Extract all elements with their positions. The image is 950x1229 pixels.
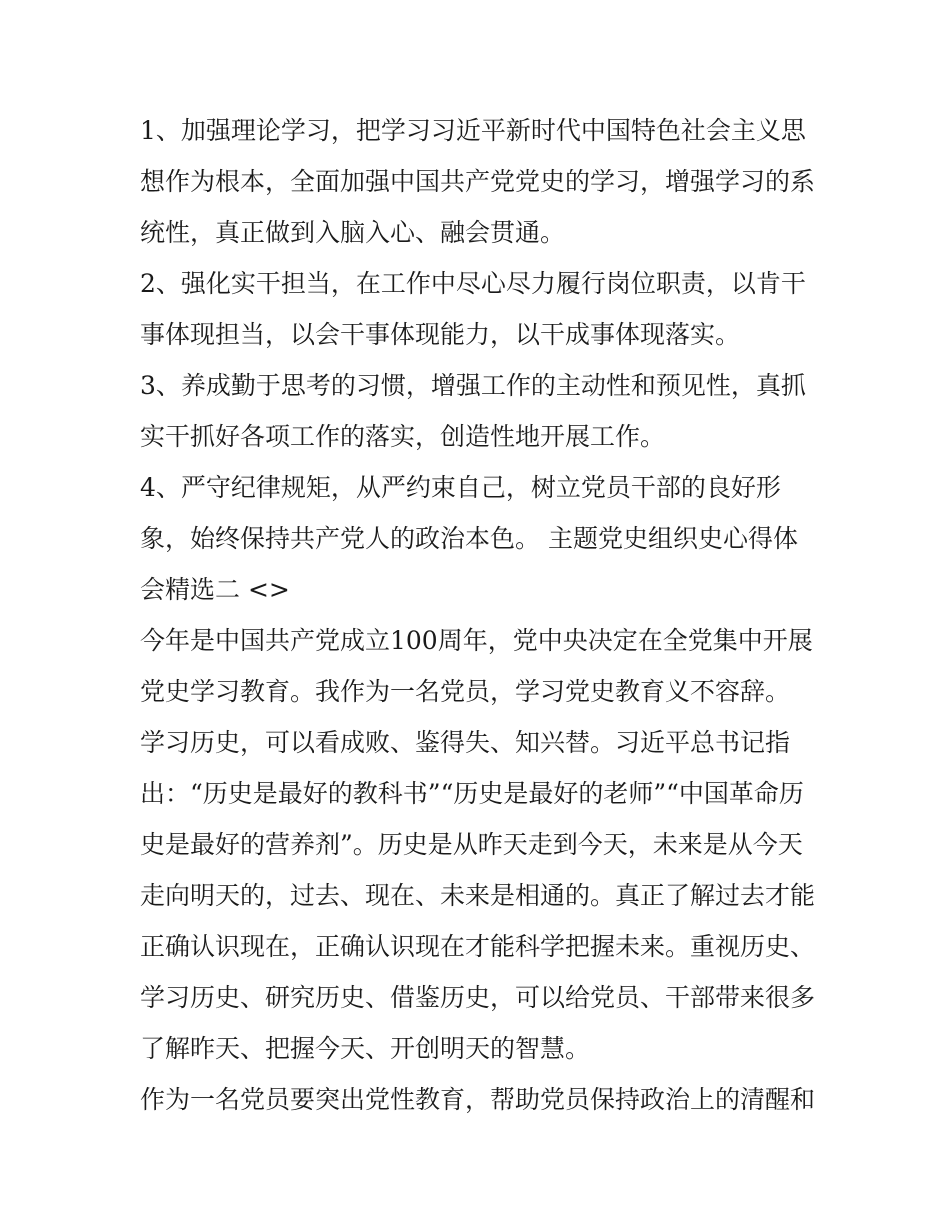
text-line: 今年是中国共产党成立100周年，党中央决定在全党集中开展 [140, 626, 813, 655]
paragraph-intro [140, 615, 820, 1074]
text-line: 走向明天的，过去、现在、未来是相通的。真正了解过去才能 [140, 881, 816, 910]
text-line: 想作为根本，全面加强中国共产党党史的学习，增强学习的系 [140, 167, 816, 196]
document-body [140, 105, 820, 1125]
text-line: 正确认识现在，正确认识现在才能科学把握未来。重视历史、 [140, 932, 816, 961]
text-line: 出：“历史是最好的教科书”“历史是最好的老师”“中国革命历 [140, 779, 804, 808]
text-line: 史是最好的营养剂”。历史是从昨天走到今天，未来是从今天 [140, 830, 803, 859]
text-line: 实干抓好各项工作的落实，创造性地开展工作。 [140, 422, 666, 451]
text-line: 了解昨天、把握今天、开创明天的智慧。 [140, 1034, 591, 1063]
paragraph-item-3 [140, 360, 820, 462]
paragraph-party-spirit [140, 1074, 820, 1125]
text-line: 学习历史，可以看成败、鉴得失、知兴替。习近平总书记指 [140, 728, 791, 757]
text-line: 3、养成勤于思考的习惯，增强工作的主动性和预见性，真抓 [140, 371, 806, 400]
paragraph-item-4 [140, 462, 820, 615]
text-line: 会精选二 <> [140, 575, 290, 604]
paragraph-item-1 [140, 105, 820, 258]
text-line: 象，始终保持共产党人的政治本色。 主题党史组织史心得体 [140, 524, 798, 553]
text-line: 党史学习教育。我作为一名党员，学习党史教育义不容辞。 [140, 677, 791, 706]
text-line: 作为一名党员要突出党性教育，帮助党员保持政治上的清醒和 [140, 1085, 816, 1114]
paragraph-item-2 [140, 258, 820, 360]
text-line: 4、严守纪律规矩，从严约束自己，树立党员干部的良好形 [140, 473, 781, 502]
text-line: 2、强化实干担当，在工作中尽心尽力履行岗位职责，以肯干 [140, 269, 806, 298]
text-line: 统性，真正做到入脑入心、融会贯通。 [140, 218, 566, 247]
text-line: 事体现担当，以会干事体现能力，以干成事体现落实。 [140, 320, 741, 349]
text-line: 1、加强理论学习，把学习习近平新时代中国特色社会主义思 [140, 116, 806, 145]
text-line: 学习历史、研究历史、借鉴历史，可以给党员、干部带来很多 [140, 983, 816, 1012]
